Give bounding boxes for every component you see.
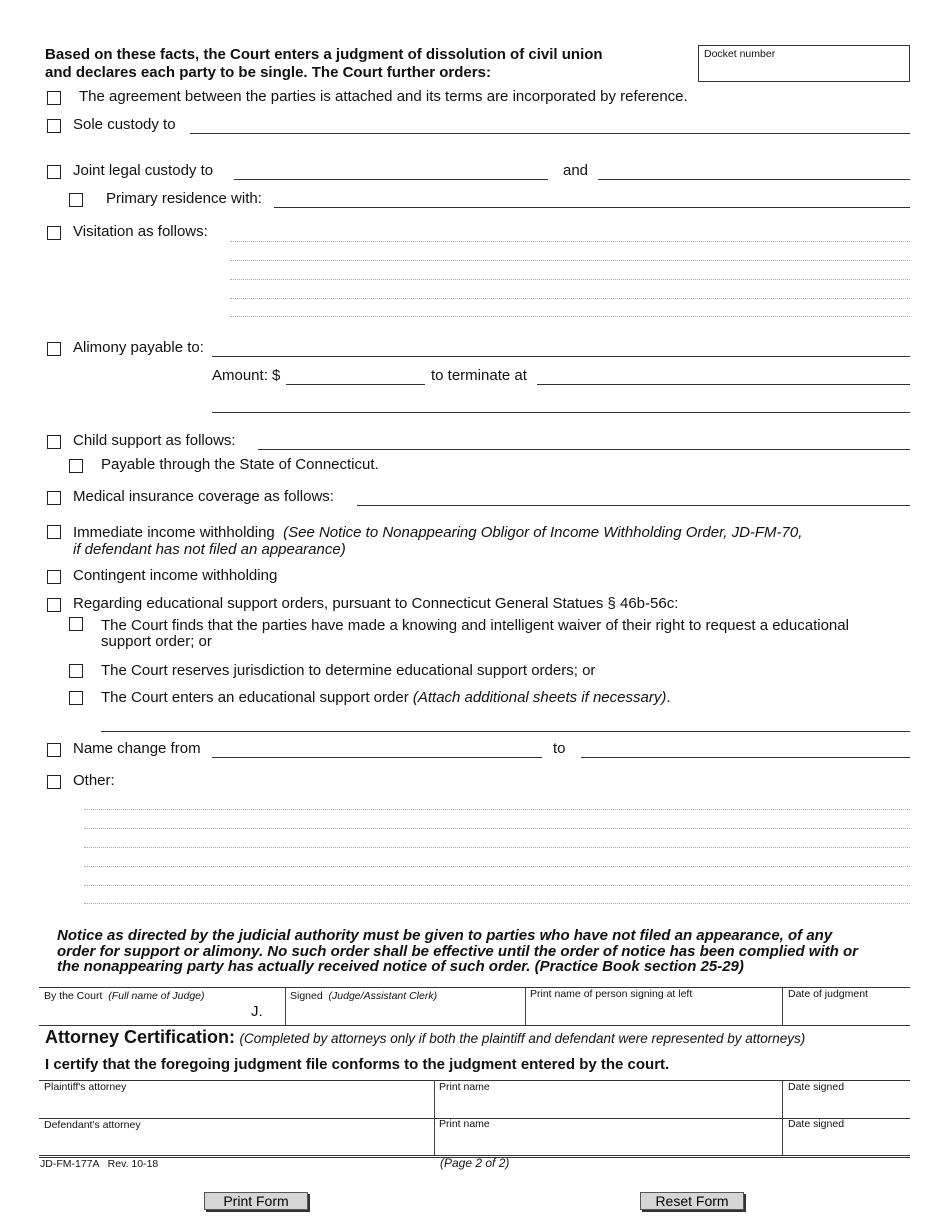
child-support-label: Child support as follows: [73, 432, 236, 449]
defendant-date-signed-label: Date signed [788, 1118, 845, 1130]
alimony-extra-field[interactable] [212, 412, 910, 413]
payable-state-checkbox[interactable] [69, 459, 83, 473]
sole-custody-field[interactable] [190, 133, 910, 134]
waiver-label-2: support order; or [101, 633, 212, 650]
visitation-checkbox[interactable] [47, 226, 61, 240]
visitation-label: Visitation as follows: [73, 223, 208, 240]
intro-line-2: and declares each party to be single. The Court further orders: [45, 64, 491, 81]
child-support-checkbox[interactable] [47, 435, 61, 449]
child-support-field[interactable] [258, 449, 910, 450]
attorney-certification-title: Attorney Certification: [45, 1027, 236, 1047]
other-line-2[interactable] [84, 828, 910, 829]
plaintiff-print-name-field[interactable] [434, 1081, 783, 1119]
other-line-6[interactable] [84, 903, 910, 904]
signed-field[interactable] [285, 988, 526, 1025]
immediate-withholding-note-2: if defendant has not filed an appearance) [73, 541, 346, 558]
payable-state-label: Payable through the State of Connecticut. [101, 456, 379, 473]
visitation-line-4[interactable] [230, 298, 910, 299]
agreement-label: The agreement between the parties is attached and its terms are incorporated by reference. [79, 88, 688, 105]
other-line-1[interactable] [84, 809, 910, 810]
defendant-print-name-label: Print name [439, 1118, 490, 1130]
visitation-line-2[interactable] [230, 260, 910, 261]
name-change-to-label: to [553, 740, 566, 757]
name-change-label: Name change from [73, 740, 201, 757]
joint-custody-label: Joint legal custody to [73, 162, 214, 179]
intro-line-1: Based on these facts, the Court enters a judgment of dissolution of civil union [45, 46, 603, 63]
waiver-label-1: The Court finds that the parties have made a knowing and intelligent waiver of their right to request a educational [101, 617, 849, 634]
alimony-label: Alimony payable to: [73, 339, 204, 356]
visitation-line-5[interactable] [230, 316, 910, 317]
signed-label: Signed [290, 990, 323, 1002]
defendant-attorney-field[interactable] [39, 1118, 435, 1155]
alimony-amount-label: Amount: $ [212, 367, 281, 384]
joint-custody-party1-field[interactable] [234, 179, 548, 180]
sole-custody-checkbox[interactable] [47, 119, 61, 133]
date-of-judgment-label: Date of judgment [788, 988, 868, 1000]
defendant-print-name-field[interactable] [434, 1118, 783, 1155]
by-court-note: (Full name of Judge) [108, 990, 205, 1002]
name-change-to-field[interactable] [581, 757, 910, 758]
alimony-terminate-field[interactable] [537, 384, 910, 385]
plaintiff-print-name-label: Print name [439, 1081, 490, 1093]
plaintiff-date-signed-field[interactable] [782, 1081, 910, 1119]
joint-custody-checkbox[interactable] [47, 165, 61, 179]
notice-line-2: order for support or alimony. No such order shall be effective until the order of notice has been complied with or [57, 943, 858, 960]
other-line-4[interactable] [84, 866, 910, 867]
immediate-withholding-label: Immediate income withholding (See Notice to Nonappearing Obligor of Income Withholding Order, JD-FM-70, [73, 524, 803, 541]
notice-line-3: the nonappearing party has actually received notice of such order. (Practice Book section 25-29) [57, 958, 744, 975]
print-form-button[interactable]: Print Form [204, 1192, 308, 1210]
primary-residence-checkbox[interactable] [69, 193, 83, 207]
by-court-label: By the Court [44, 990, 103, 1002]
alimony-checkbox[interactable] [47, 342, 61, 356]
attorney-certification-subtitle: (Completed by attorneys only if both the plaintiff and defendant were represented by attorneys) [239, 1031, 806, 1046]
print-name-signer-field[interactable] [525, 988, 783, 1025]
alimony-amount-field[interactable] [286, 384, 425, 385]
signature-row [39, 987, 910, 1026]
reserves-jurisdiction-label: The Court reserves jurisdiction to determine educational support orders; or [101, 662, 596, 679]
visitation-line-1[interactable] [230, 241, 910, 242]
primary-residence-label: Primary residence with: [106, 190, 262, 207]
enters-order-label: The Court enters an educational support order (Attach additional sheets if necessary). [101, 689, 671, 706]
docket-number-label: Docket number [704, 48, 776, 60]
immediate-withholding-note: (See Notice to Nonappearing Obligor of Income Withholding Order, JD-FM-70, [283, 524, 803, 541]
defendant-date-signed-field[interactable] [782, 1118, 910, 1155]
contingent-withholding-checkbox[interactable] [47, 570, 61, 584]
agreement-checkbox[interactable] [47, 91, 61, 105]
attorney-table [39, 1080, 910, 1156]
by-court-field[interactable] [39, 988, 286, 1025]
defendant-attorney-label: Defendant's attorney [44, 1119, 141, 1131]
medical-insurance-checkbox[interactable] [47, 491, 61, 505]
primary-residence-field[interactable] [274, 207, 910, 208]
reset-form-button[interactable]: Reset Form [640, 1192, 744, 1210]
reserves-jurisdiction-checkbox[interactable] [69, 664, 83, 678]
waiver-checkbox[interactable] [69, 617, 83, 631]
enters-order-checkbox[interactable] [69, 691, 83, 705]
joint-custody-party2-field[interactable] [598, 179, 910, 180]
alimony-terminate-label: to terminate at [431, 367, 527, 384]
immediate-withholding-checkbox[interactable] [47, 525, 61, 539]
judge-suffix: J. [251, 1003, 263, 1020]
joint-custody-and: and [563, 162, 589, 179]
educational-support-label: Regarding educational support orders, pursuant to Connecticut General Statues § 46b-56c: [73, 595, 679, 612]
educational-order-field[interactable] [101, 731, 910, 732]
enters-order-note: (Attach additional sheets if necessary) [412, 689, 667, 706]
name-change-from-field[interactable] [212, 757, 542, 758]
other-label: Other: [73, 772, 115, 789]
docket-number-field[interactable] [698, 45, 910, 82]
page-number: (Page 2 of 2) [440, 1156, 510, 1170]
plaintiff-attorney-field[interactable] [39, 1081, 435, 1119]
notice-line-1: Notice as directed by the judicial authority must be given to parties who have not filed an appearance, of any [57, 927, 833, 944]
visitation-line-3[interactable] [230, 279, 910, 280]
alimony-payee-field[interactable] [212, 356, 910, 357]
medical-insurance-label: Medical insurance coverage as follows: [73, 488, 334, 505]
plaintiff-date-signed-label: Date signed [788, 1081, 845, 1093]
contingent-withholding-label: Contingent income withholding [73, 567, 278, 584]
sole-custody-label: Sole custody to [73, 116, 176, 133]
signed-note: (Judge/Assistant Clerk) [328, 990, 438, 1002]
certify-statement: I certify that the foregoing judgment file conforms to the judgment entered by the court. [45, 1056, 670, 1073]
print-name-signer-label: Print name of person signing at left [530, 988, 693, 1000]
medical-insurance-field[interactable] [357, 505, 910, 506]
other-checkbox[interactable] [47, 775, 61, 789]
plaintiff-attorney-label: Plaintiff's attorney [44, 1081, 127, 1093]
date-of-judgment-field[interactable] [782, 988, 910, 1025]
educational-support-checkbox[interactable] [47, 598, 61, 612]
attorney-certification-heading [45, 1027, 805, 1048]
form-id: JD-FM-177A Rev. 10-18 [40, 1158, 159, 1170]
other-line-5[interactable] [84, 885, 910, 886]
other-line-3[interactable] [84, 847, 910, 848]
name-change-checkbox[interactable] [47, 743, 61, 757]
